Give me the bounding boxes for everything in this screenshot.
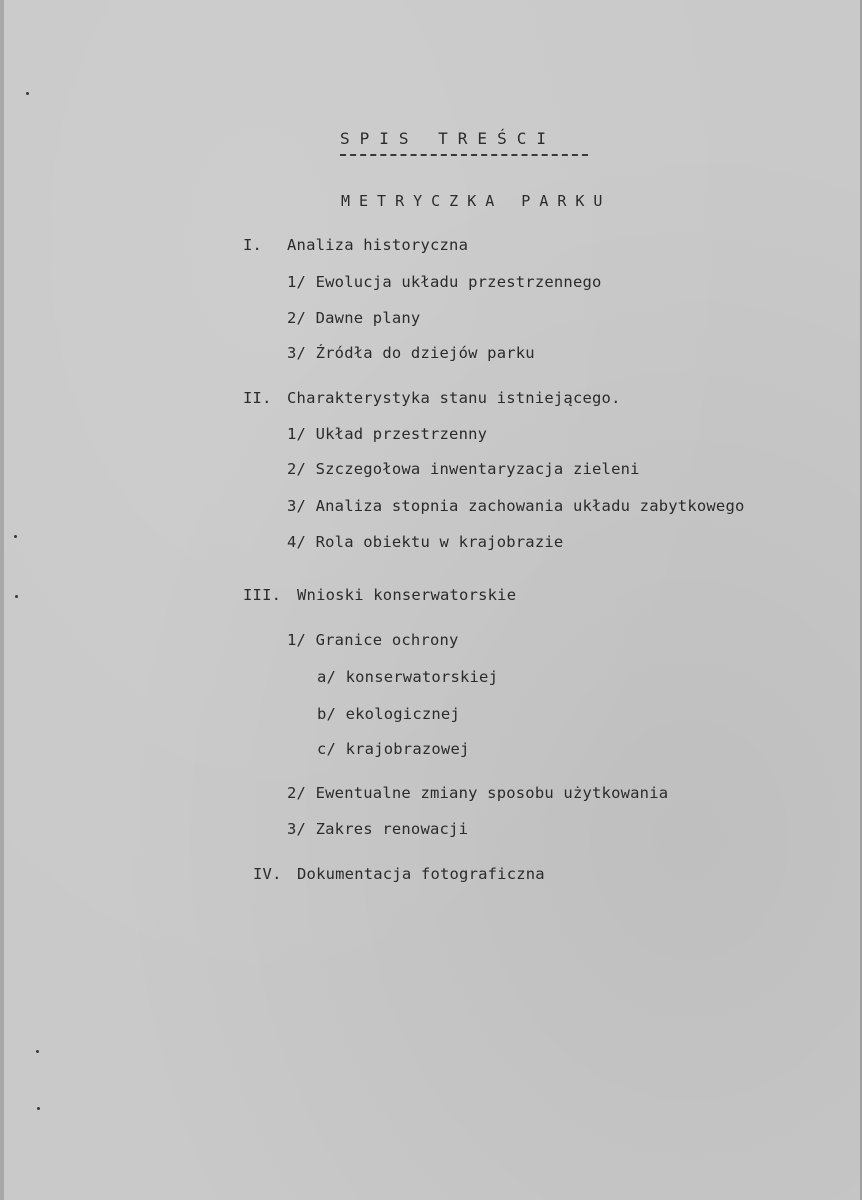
section-numeral: II. [243, 389, 272, 407]
paper-speck [37, 1107, 40, 1110]
section-heading: Dokumentacja fotograficzna [297, 865, 545, 883]
paper-speck [14, 535, 17, 538]
page-title: SPIS TREŚCI [340, 129, 556, 148]
toc-item: 2/ Szczegołowa inwentaryzacja zieleni [287, 460, 640, 478]
toc-item: 1/ Granice ochrony [287, 631, 459, 649]
section-numeral: I. [243, 236, 263, 254]
paper-speck [15, 595, 18, 598]
page-edge-left [0, 0, 4, 1200]
toc-item: 4/ Rola obiektu w krajobrazie [287, 533, 564, 551]
page-subtitle: METRYCZKA PARKU [341, 192, 612, 210]
section-heading: Analiza historyczna [287, 236, 469, 254]
toc-item: 3/ Zakres renowacji [287, 820, 469, 838]
toc-subitem: b/ ekologicznej [317, 705, 460, 723]
toc-subitem: a/ konserwatorskiej [317, 668, 499, 686]
paper-speck [36, 1050, 39, 1053]
paper-speck [26, 92, 29, 95]
toc-item: 2/ Dawne plany [287, 309, 421, 327]
section-numeral: IV. [253, 865, 282, 883]
section-heading: Charakterystyka stanu istniejącego. [287, 389, 621, 407]
toc-item: 1/ Układ przestrzenny [287, 425, 488, 443]
toc-subitem: c/ krajobrazowej [317, 740, 470, 758]
toc-item: 3/ Analiza stopnia zachowania układu zabytkowego [287, 497, 745, 515]
title-underline [340, 154, 588, 156]
toc-item: 1/ Ewolucja układu przestrzennego [287, 273, 602, 291]
section-heading: Wnioski konserwatorskie [297, 586, 517, 604]
section-numeral: III. [243, 586, 282, 604]
toc-item: 2/ Ewentualne zmiany sposobu użytkowania [287, 784, 669, 802]
toc-item: 3/ Źródła do dziejów parku [287, 344, 535, 362]
